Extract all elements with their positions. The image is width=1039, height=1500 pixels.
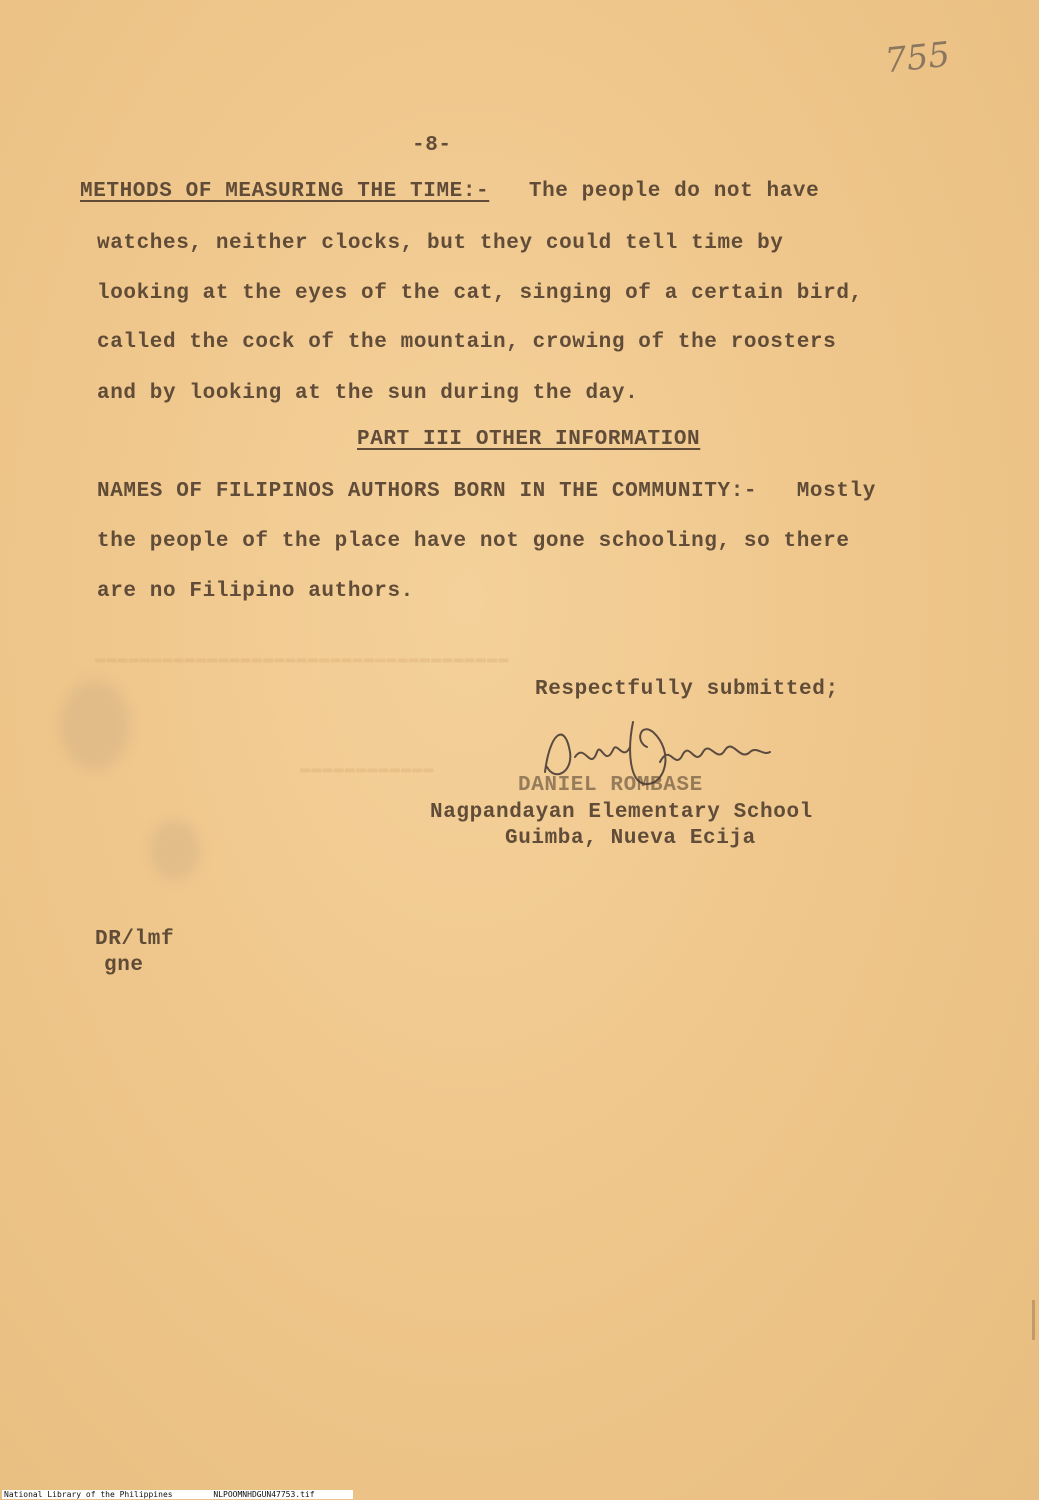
bleed-through-text: ▬▬▬▬▬▬▬▬▬▬▬▬	[300, 760, 435, 779]
methods-line: called the cock of the mountain, crowing of the roosters	[97, 331, 837, 354]
footer-library: National Library of the Philippines	[4, 1490, 173, 1499]
bleed-through-text: ▬▬▬▬▬▬▬▬▬▬▬▬▬▬▬▬▬▬▬▬▬▬▬▬▬▬▬▬▬▬▬▬▬▬▬▬▬	[95, 650, 510, 669]
methods-line: looking at the eyes of the cat, singing of a certain bird,	[97, 282, 863, 305]
closing-salutation: Respectfully submitted;	[535, 678, 839, 701]
reference-initials: DR/lmf	[95, 928, 175, 951]
footer-filename: NLPOOMNHDGUN47753.tif	[213, 1490, 315, 1499]
authors-heading: NAMES OF FILIPINOS AUTHORS BORN IN THE COMMUNITY:-	[97, 480, 758, 503]
authors-line: the people of the place have not gone schooling, so there	[97, 530, 850, 553]
school-name: Nagpandayan Elementary School	[430, 801, 813, 824]
methods-line: and by looking at the sun during the day.	[97, 382, 639, 405]
authors-paragraph-line-1	[97, 480, 876, 503]
authors-line: are no Filipino authors.	[97, 580, 414, 603]
signer-name: DANIEL ROMBASE	[518, 774, 703, 797]
methods-paragraph-line-1	[80, 180, 819, 203]
paper-stain	[60, 680, 130, 770]
handwritten-page-number: 755	[883, 34, 952, 82]
paper-stain	[150, 820, 200, 880]
archive-footer	[2, 1490, 353, 1499]
page-number: -8-	[412, 134, 452, 157]
part-heading: PART III OTHER INFORMATION	[357, 428, 701, 451]
paper-edge-mark	[1032, 1300, 1035, 1340]
methods-heading: METHODS OF MEASURING THE TIME:-	[80, 180, 490, 203]
methods-line: watches, neither clocks, but they could tell time by	[97, 232, 784, 255]
authors-line: Mostly	[796, 480, 876, 503]
methods-line: The people do not have	[528, 180, 820, 203]
school-location: Guimba, Nueva Ecija	[505, 827, 756, 850]
reference-initials: gne	[104, 954, 144, 977]
